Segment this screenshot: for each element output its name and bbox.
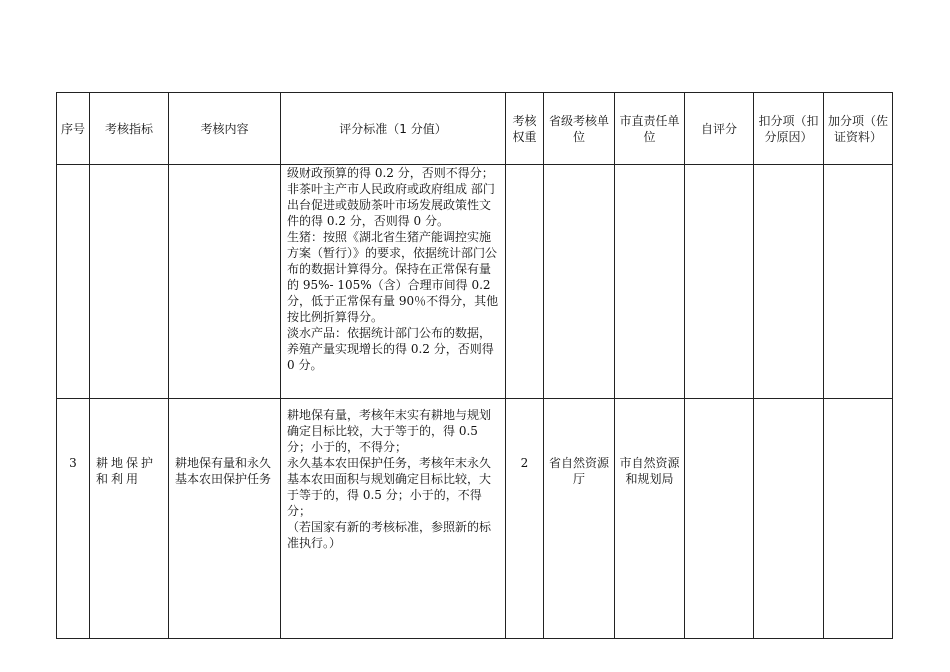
cell-weight: 2 [506, 399, 544, 639]
header-standard: 评分标准（1 分值） [281, 93, 506, 165]
cell-bonus [824, 399, 893, 639]
cell-content [169, 165, 281, 399]
header-indicator: 考核指标 [90, 93, 169, 165]
cell-city-unit: 市自然资源和规划局 [615, 399, 685, 639]
cell-self-score [685, 165, 754, 399]
cell-province-unit: 省自然资源厅 [544, 399, 615, 639]
standard-line: 淡水产品：依据统计部门公布的数据，养殖产量实现增长的得 0.2 分，否则得 0 分。 [287, 326, 494, 372]
standard-line: 级财政预算的得 0.2 分，否则不得分； 非茶叶主产市人民政府或政府组成 部门出台促进或鼓励茶叶市场发展政策性文件的得 0.2 分，否则得 0 分。 [287, 166, 495, 228]
standard-line: 耕地保有量，考核年末实有耕地与规划确定目标比较，大于等于的，得 0.5 分；小于的，不得分； [287, 408, 492, 454]
header-content: 考核内容 [169, 93, 281, 165]
cell-weight [506, 165, 544, 399]
cell-bonus [824, 165, 893, 399]
cell-city-unit [615, 165, 685, 399]
cell-indicator [90, 165, 169, 399]
header-row [57, 93, 893, 165]
header-self-score: 自评分 [685, 93, 754, 165]
standard-line: （若国家有新的考核标准，参照新的标准执行。） [287, 520, 492, 550]
header-bonus: 加分项（佐证资料） [824, 93, 893, 165]
assessment-table [56, 92, 893, 639]
standard-line: 永久基本农田保护任务，考核年末永久基本农田面积与规划确定目标比较，大于等于的，得 0.5 分；小于的，不得分； [287, 456, 492, 518]
header-city-unit: 市直责任单位 [615, 93, 685, 165]
standard-line: 生猪：按照《湖北省生猪产能调控实施方案（暂行）》的要求，依据统计部门公布的数据计算得分。保持在正常保有量的 95%- 105%（含）合理市间得 0.2 分，低于正常保有量 90％不得分，其他按比例折算得分。 [287, 230, 499, 324]
table-row-continued [57, 165, 893, 399]
table-row-3 [57, 399, 893, 639]
cell-deduct [754, 399, 824, 639]
header-weight: 考核权重 [506, 93, 544, 165]
cell-seq: 3 [57, 399, 90, 639]
cell-content: 耕地保有量和永久基本农田保护任务 [169, 399, 281, 639]
cell-deduct [754, 165, 824, 399]
header-province-unit: 省级考核单位 [544, 93, 615, 165]
cell-province-unit [544, 165, 615, 399]
cell-seq [57, 165, 90, 399]
cell-standard [281, 165, 506, 399]
cell-indicator: 耕地保护和利用 [90, 399, 169, 639]
header-deduct: 扣分项（扣分原因） [754, 93, 824, 165]
cell-self-score [685, 399, 754, 639]
header-seq: 序号 [57, 93, 90, 165]
cell-standard [281, 399, 506, 639]
